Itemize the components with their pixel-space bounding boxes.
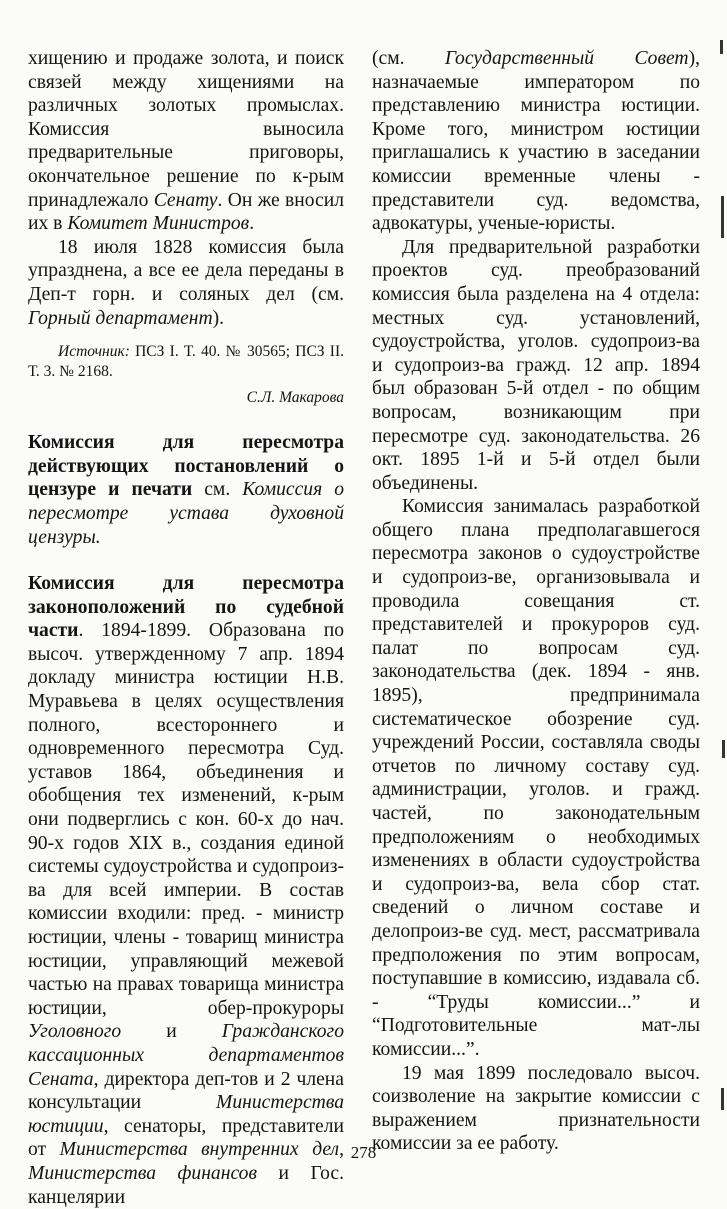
paragraph: 19 мая 1899 последовало высоч. соизволение на закрытие комиссии с выражением признательности комиссии за ее работу. (372, 1062, 700, 1155)
cross-reference: Уголовного (28, 1021, 122, 1043)
cross-reference: Комитет Министров (67, 213, 250, 235)
entry-title: Комиссия для пересмотра действующих постановлений о цензуре и печати (28, 432, 344, 501)
cross-reference: Сенату (153, 189, 218, 211)
scan-edge-mark (720, 40, 723, 54)
paragraph: Для предварительной разработки проектов суд. преобразований комиссия была разделена на 4 отдела: местных суд. установлений, судоустройства, уголов. судопроиз-ва и судопроиз-ва гражд. 12 апр. 1894 был образован 5-й отдел - по общим вопросам, возникающим при пересмотре суд. законодательства. 26 окт. 1895 1-й и 5-й отдел были объединены. (372, 236, 700, 494)
paragraph: хищению и продаже золота, и поиск связей между хищениями на различных золотых промыслах. Комиссия выносила предварительные приговоры, окончательное решение по к-рым принадлежало Сенату. Он же вносил их в Комитет Министров. (28, 48, 344, 235)
cross-reference: Комиссия о пересмотре устава духовной цензуры. (28, 479, 344, 548)
left-column (28, 47, 344, 1209)
cross-reference: Министерства финансов (28, 1162, 257, 1184)
paragraph: 18 июля 1828 комиссия была упразднена, а все ее дела переданы в Деп-т горн. и соляных дел (см. Горный департамент). (28, 236, 344, 329)
source-citation: Источник: ПСЗ I. Т. 40. № 30565; ПСЗ II. Т. 3. № 2168. (28, 343, 344, 381)
paragraph: Комиссия занималась разработкой общего плана предполагавшегося пересмотра законов о судоустройстве и судопроиз-ве, организовывала и проводила совещания ст. представителей и прокуроров суд. палат по вопросам суд. законодательства (дек. 1894 - янв. 1895), предпринимала систематическое обозрение суд. учреждений России, составляла своды отчетов по личному составу суд. администрации, уголов. и гражд. частей, по законодательным предположениям о необходимых изменениях в области судоустройства и судопроиз-ва, вела сбор стат. сведений о личном составе и делопроиз-ве суд. мест, рассматривала предположения по этим вопросам, поступавшие в комиссию, издавала сб. - “Труды комиссии...” и “Подготовительные мат-лы комиссии...”. (372, 496, 700, 1060)
cross-reference: Государственный Совет (444, 48, 689, 69)
entry-censorship-commission: Комиссия для пересмотра действующих постановлений о цензуре и печати см. Комиссия о пересмотре устава духовной цензуры. (28, 432, 344, 548)
scan-edge-mark (722, 740, 725, 758)
entry-judicial-commission: Комиссия для пересмотра законоположений по судебной части. 1894-1899. Образована по высоч. утвержденному 7 апр. 1894 докладу министра юстиции Н.В. Муравьева в целях осуществления полного, всестороннего и одновременного пересмотра Суд. уставов 1864, объединения и обобщения тех изменений, к-рым они подверглись с кон. 60-х до нач. 90-х годов XIX в., создания единой системы судоустройства и судопроиз-ва для всей империи. В состав комиссии входили: пред. - министр юстиции, члены - товарищ министра юстиции, управляющий межевой частью на правах товарища министра юстиции, обер-прокуроры Уголовного и Гражданского кассационных департаментов Сената, директора деп-тов и 2 члена консультации Министерства юстиции, сенаторы, представители от Министерства внутренних дел, Министерства финансов и Гос. канцелярии (28, 573, 344, 1208)
cross-reference: Министерства юстиции (28, 1092, 344, 1137)
right-column (372, 47, 700, 1156)
paragraph: (см. Государственный Совет), назначаемые императором по представлению министра юстиции. Кроме того, министром юстиции приглашались к участию в заседании комиссии временные члены - представители суд. ведомства, адвокатуры, ученые-юристы. (372, 48, 701, 235)
cross-reference: Горный департамент (28, 307, 213, 329)
scan-edge-mark (721, 196, 724, 238)
cross-reference: Министерства внутренних дел (59, 1139, 340, 1161)
scan-edge-mark (721, 1088, 724, 1110)
author-signature: С.Л. Макарова (246, 389, 344, 407)
page-number: 278 (350, 1143, 377, 1162)
entry-title: Комиссия для пересмотра законоположений по судебной части (28, 573, 344, 642)
cross-reference: Гражданского кассационных департаментов Сената (28, 1021, 344, 1090)
